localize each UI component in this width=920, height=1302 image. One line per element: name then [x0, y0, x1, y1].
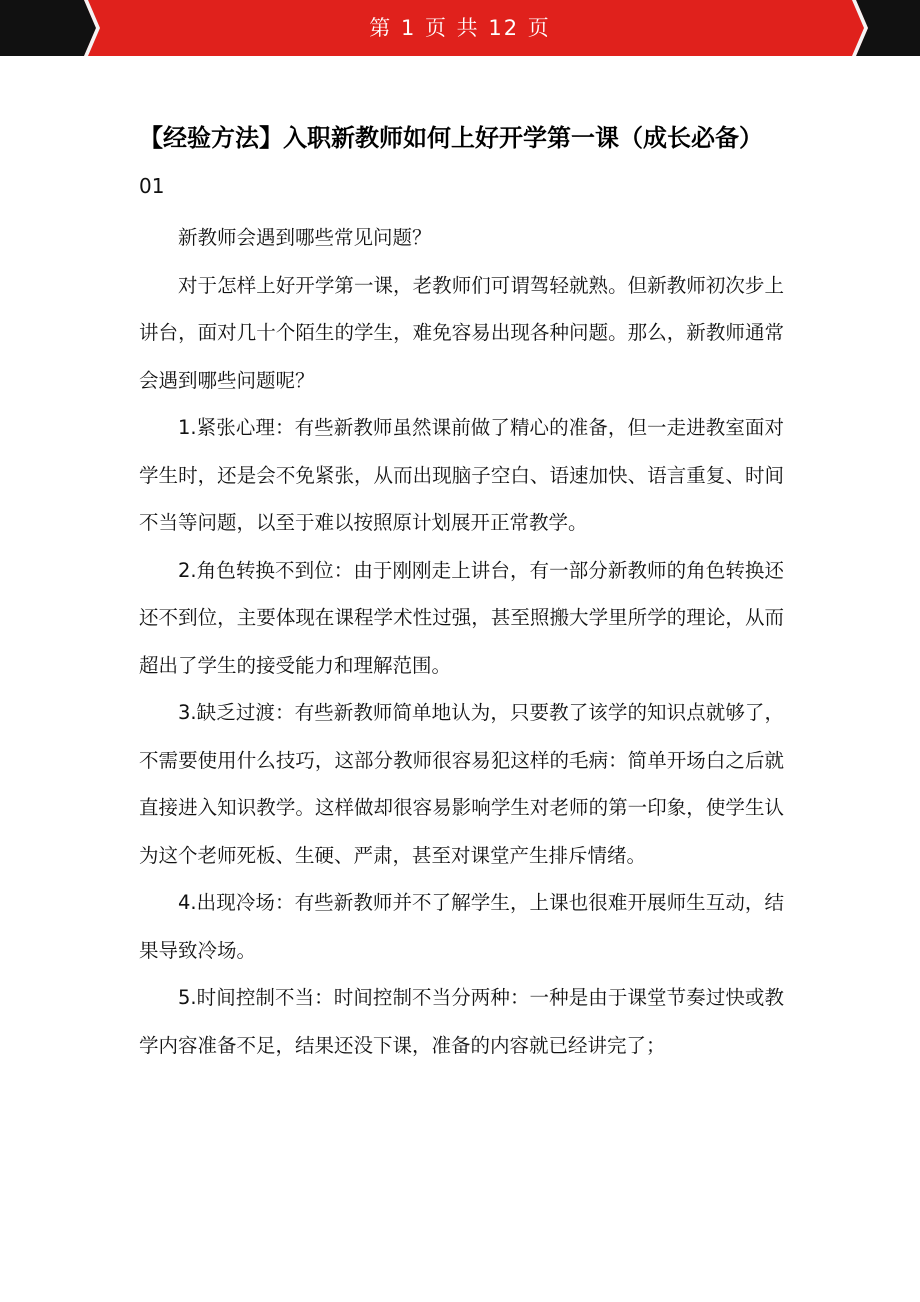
- paragraph: 5.时间控制不当：时间控制不当分两种：一种是由于课堂节奏过快或教学内容准备不足，结果还没下课，准备的内容就已经讲完了；: [139, 986, 784, 1057]
- paragraph: 1.紧张心理：有些新教师虽然课前做了精心的准备，但一走进教室面对学生时，还是会不免紧张，从而出现脑子空白、语速加快、语言重复、时间不当等问题，以至于难以按照原计划展开正常教学。: [139, 416, 784, 534]
- document-title: 【经验方法】入职新教师如何上好开学第一课（成长必备）: [139, 124, 763, 152]
- section-number: 01: [139, 174, 165, 198]
- paragraph: 2.角色转换不到位：由于刚刚走上讲台，有一部分新教师的角色转换还还不到位，主要体现在课程学术性过强，甚至照搬大学里所学的理论，从而超出了学生的接受能力和理解范围。: [139, 558, 784, 677]
- page-indicator: 第 1 页 共 12 页: [369, 16, 551, 40]
- document-body: [139, 214, 784, 1069]
- paragraph: 对于怎样上好开学第一课，老教师们可谓驾轻就熟。但新教师初次步上讲台，面对几十个陌生的学生，难免容易出现各种问题。那么，新教师通常会遇到哪些问题呢？: [139, 273, 784, 392]
- page-header-banner: [0, 0, 920, 56]
- paragraph: 4.出现冷场：有些新教师并不了解学生，上课也很难开展师生互动，结果导致冷场。: [139, 891, 784, 962]
- paragraph: 新教师会遇到哪些常见问题？: [178, 226, 432, 249]
- paragraph: 3.缺乏过渡：有些新教师简单地认为，只要教了该学的知识点就够了，不需要使用什么技巧，这部分教师很容易犯这样的毛病：简单开场白之后就直接进入知识教学。这样做却很容易影响学生对老师的第一印象，使学生认为这个老师死板、生硬、严肃，甚至对课堂产生排斥情绪。: [139, 701, 784, 867]
